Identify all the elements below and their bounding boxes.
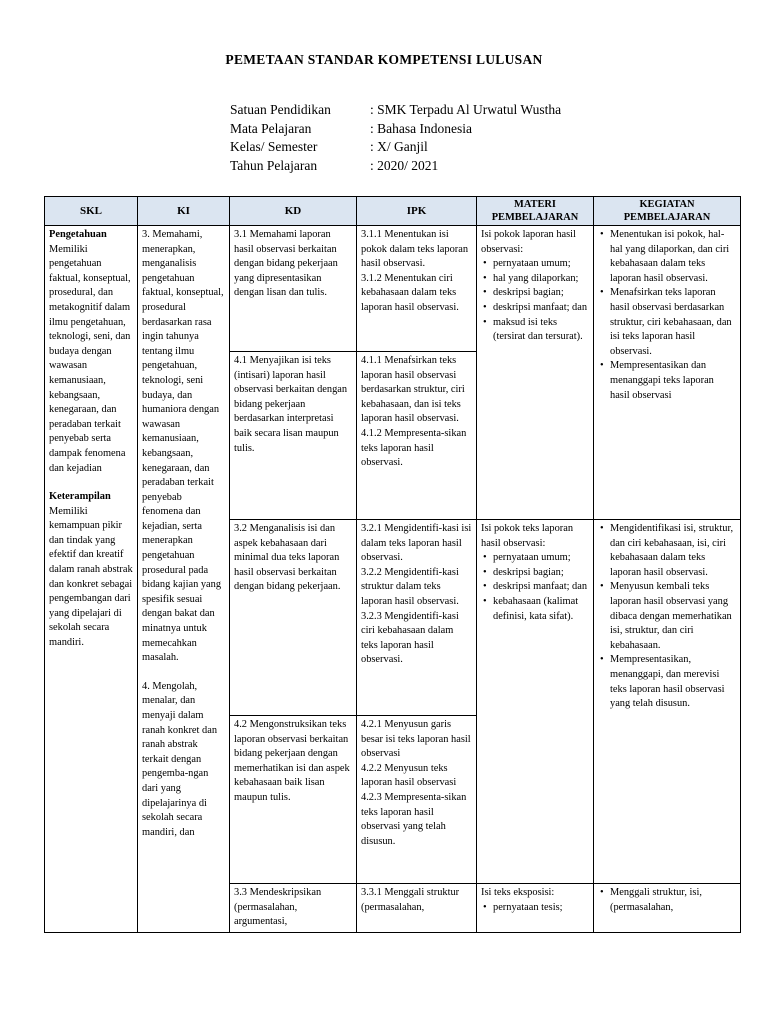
page-title: PEMETAAN STANDAR KOMPETENSI LULUSAN — [225, 52, 543, 67]
ipk-text: 3.1.1 Menentukan isi pokok dalam teks laporan hasil observasi. 3.1.2 Menentukan ciri kebahasaan dalam teks laporan hasil observasi. — [361, 229, 469, 313]
materi-list — [481, 901, 589, 916]
ki-4-text: 4. Mengolah, menalar, dan menyaji dalam ranah konkret dan ranah abstrak terkait dengan pengemba-ngan dari yang dipelajarinya di sekolah secara mandiri, dan — [142, 680, 218, 838]
meta-label: Satuan Pendidikan — [230, 102, 331, 117]
skl-cell — [45, 226, 138, 933]
materi-intro: Isi pokok laporan hasil observasi: — [481, 229, 576, 255]
kegiatan-list — [598, 886, 736, 915]
header-kd: KD — [230, 197, 357, 226]
header-ki: KI — [138, 197, 230, 226]
materi-list — [481, 257, 589, 345]
header-kegiatan-line1: KEGIATAN — [639, 199, 695, 210]
meta-row-mapel — [230, 120, 561, 139]
list-item: • kebahasaan (kalimat definisi, kata sifat). — [481, 595, 589, 624]
kd-cell: 4.2 Mengonstruksikan teks laporan observasi berkaitan bidang pekerjaan dengan memerhatikan isi dan aspek kebahasaan baik lisan maupun tulis. — [230, 716, 357, 884]
kd-cell: 3.1 Memahami laporan hasil observasi berkaitan dengan bidang pekerjaan yang dipresentasikan dengan lisan dan tulis. — [230, 226, 357, 352]
document-meta — [230, 101, 561, 175]
ipk-text: 4.2.1 Menyusun garis besar isi teks laporan hasil observasi 4.2.2 Menyusun teks laporan hasil observasi 4.2.3 Mempresenta-sikan teks laporan hasil observasi yang telah disusun. — [361, 719, 471, 847]
list-item: • maksud isi teks (tersirat dan tersurat). — [481, 316, 589, 345]
meta-row-satuan — [230, 101, 561, 120]
kegiatan-list — [598, 228, 736, 403]
table-row — [45, 226, 741, 352]
list-item: • pernyataan umum; — [481, 257, 589, 272]
header-materi — [477, 197, 594, 226]
kegiatan-cell — [594, 520, 741, 884]
ipk-text: 4.1.1 Menafsirkan teks laporan hasil observasi berdasarkan struktur, ciri kebahasaan, dan isi teks laporan hasil observasi. 4.1.2 Mempresenta-sikan teks laporan hasil observasi. — [361, 355, 467, 469]
meta-row-tahun — [230, 157, 561, 176]
materi-cell — [477, 884, 594, 933]
spacer — [49, 476, 133, 490]
meta-value: : Bahasa Indonesia — [370, 120, 472, 136]
header-materi-line1: MATERI — [514, 199, 556, 210]
ki-3-text: 3. Memahami, menerapkan, menganalisis pengetahuan faktual, konseptual, prosedural berdasarkan rasa ingin tahunya tentang ilmu pengetahuan, teknologi, seni budaya, dan humaniora dengan wawasan kemanusiaan, kebangsaan, kenegaraan, dan peradaban terkait penyebab fenomena dan kejadian, serta menerapkan pengetahuan prosedural pada bidang kajian yang spesifik sesuai dengan bakat dan minatnya untuk memecahkan masalah. — [142, 229, 224, 664]
list-item: • deskripsi bagian; — [481, 286, 589, 301]
ipk-cell — [357, 520, 477, 716]
meta-value: : SMK Terpadu Al Urwatul Wustha — [370, 102, 562, 117]
list-item: • Menyusun kembali teks laporan hasil observasi yang dibaca dengan memerhatikan isi, struktur, dan ciri kebahasaan. — [598, 580, 736, 653]
list-item: • Menafsirkan teks laporan hasil observasi berdasarkan struktur, ciri kebahasaan, dan isi teks laporan hasil observasi. — [598, 286, 736, 359]
list-item: • Menggali struktur, isi, (permasalahan, — [598, 886, 736, 915]
meta-label: Mata Pelajaran — [230, 120, 312, 136]
list-item: • pernyataan tesis; — [481, 901, 589, 916]
skl-mapping-table — [44, 196, 741, 933]
header-ipk: IPK — [357, 197, 477, 226]
list-item: • deskripsi manfaat; dan — [481, 301, 589, 316]
materi-list — [481, 551, 589, 624]
skl-keterampilan-text: Memiliki kemampuan pikir dan tindak yang efektif dan kreatif dalam ranah abstrak dan konkret sebagai pengembangan dari yang dipelajari di sekolah secara mandiri. — [49, 505, 133, 649]
ipk-text: 3.2.1 Mengidentifi-kasi isi dalam teks laporan hasil observasi. 3.2.2 Mengidentifi-kasi struktur dalam teks laporan hasil observasi. 3.2.3 Mengidentifi-kasi ciri kebahasaan dalam teks laporan hasil observasi. — [361, 523, 472, 666]
skl-pengetahuan-text: Memiliki pengetahuan faktual, konseptual, prosedural, dan metakognitif dalam ilmu pengetahuan, teknologi, seni, dan budaya dengan wawasan kemanusiaan, kebangsaan, kenegaraan, dan peradaban terkait penyebab serta dampak fenomena dan kejadian — [49, 243, 131, 474]
materi-cell — [477, 520, 594, 884]
materi-intro: Isi pokok teks laporan hasil observasi: — [481, 523, 574, 549]
spacer — [142, 666, 225, 680]
kd-cell: 3.3 Mendeskripsikan (permasalahan, argumentasi, — [230, 884, 357, 933]
kegiatan-cell — [594, 884, 741, 933]
kegiatan-cell — [594, 226, 741, 520]
list-item: • Mempresentasikan dan menanggapi teks laporan hasil observasi — [598, 359, 736, 403]
header-materi-line2: PEMBELAJARAN — [491, 212, 579, 223]
ki-cell — [138, 226, 230, 933]
header-skl: SKL — [45, 197, 138, 226]
ipk-cell — [357, 716, 477, 884]
list-item: • Mempresentasikan, menanggapi, dan merevisi teks laporan hasil observasi yang telah disusun. — [598, 653, 736, 711]
materi-cell — [477, 226, 594, 520]
meta-row-kelas — [230, 138, 561, 157]
materi-intro: Isi teks eksposisi: — [481, 887, 555, 898]
skl-pengetahuan-heading: Pengetahuan — [49, 229, 107, 240]
list-item: • deskripsi bagian; — [481, 566, 589, 581]
list-item: • Mengidentifikasi isi, struktur, dan ciri kebahasaan, isi, ciri kebahasaan dalam teks laporan hasil observasi. — [598, 522, 736, 580]
meta-label: Tahun Pelajaran — [230, 157, 318, 173]
kegiatan-list — [598, 522, 736, 712]
meta-label: Kelas/ Semester — [230, 139, 318, 154]
skl-keterampilan-heading: Keterampilan — [49, 491, 111, 503]
list-item: • pernyataan umum; — [481, 551, 589, 566]
kd-cell: 3.2 Menganalisis isi dan aspek kebahasaan dari minimal dua teks laporan hasil observasi berkaitan dengan bidang pekerjaan. — [230, 520, 357, 716]
table-header-row — [45, 197, 741, 226]
list-item: • Menentukan isi pokok, hal-hal yang dilaporkan, dan ciri kebahasaan dalam teks laporan hasil observasi. — [598, 228, 736, 286]
kd-cell: 4.1 Menyajikan isi teks (intisari) laporan hasil observasi berkaitan dengan bidang pekerjaan berdasarkan interpretasi baik secara lisan maupun tulis. — [230, 352, 357, 520]
ipk-cell — [357, 352, 477, 520]
header-kegiatan — [594, 197, 741, 226]
list-item: • deskripsi manfaat; dan — [481, 580, 589, 595]
ipk-cell — [357, 884, 477, 933]
header-kegiatan-line2: PEMBELAJARAN — [623, 212, 711, 223]
ipk-cell — [357, 226, 477, 352]
ipk-text: 3.3.1 Menggali struktur (permasalahan, — [361, 887, 460, 913]
meta-value: : X/ Ganjil — [370, 139, 428, 154]
list-item: • hal yang dilaporkan; — [481, 272, 589, 287]
meta-value: : 2020/ 2021 — [370, 157, 439, 173]
